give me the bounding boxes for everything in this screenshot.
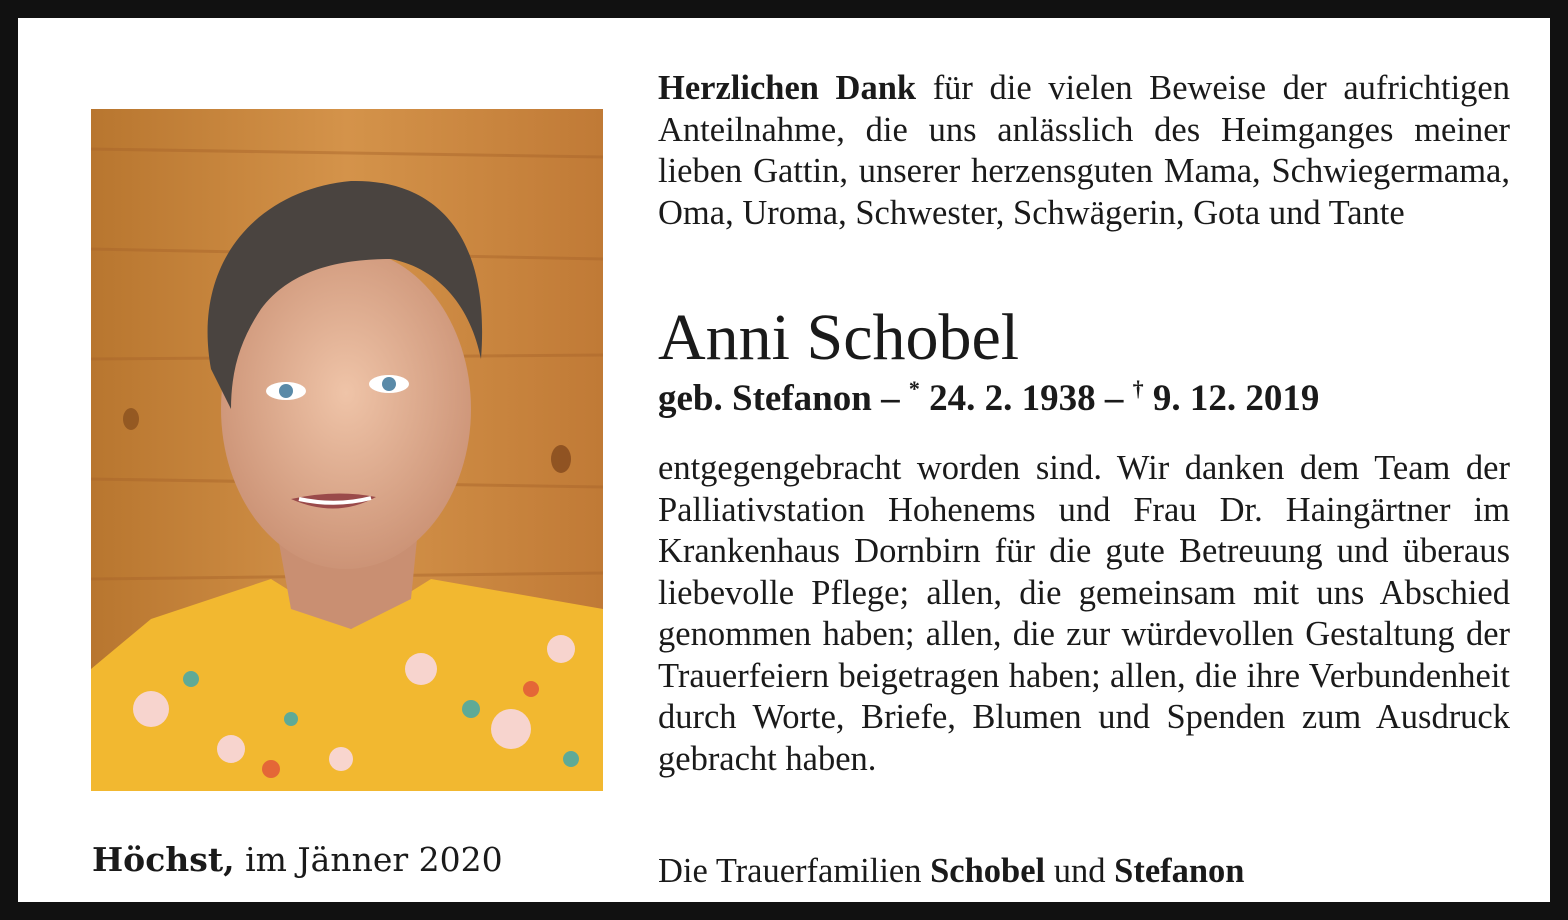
intro-paragraph — [658, 68, 1510, 234]
portrait-photo — [91, 109, 603, 791]
place-date — [92, 840, 503, 879]
place-date-text: im Jänner 2020 — [245, 840, 503, 879]
separator: – — [1095, 378, 1133, 419]
signoff-line — [658, 852, 1245, 891]
born-label: geb. Stefanon — [658, 378, 872, 419]
death-mark: † — [1132, 376, 1144, 401]
family-name-2: Stefanon — [1114, 852, 1245, 890]
birth-mark: * — [908, 376, 920, 401]
signoff-conjunction: und — [1045, 852, 1115, 890]
intro-text: für die vielen Beweise der aufrichtigen Anteilnahme, die uns anlässlich des Heimganges meiner lieben Gattin, unserer herzensguten Mama, Schwiegermama, Oma, Uroma, Schwester, Schwägerin, Gota und Tante — [658, 69, 1510, 232]
body-paragraph: entgegengebracht worden sind. Wir danken dem Team der Palliativstation Hohenems und Frau Dr. Haingärtner im Krankenhaus Dornbirn für die gute Betreuung und überaus liebevolle Pflege; allen, die gemeinsam mit uns Abschied genommen haben; allen, die zur würdevollen Gestaltung der Trauerfeiern beigetragen haben; allen, die ihre Verbundenheit durch Worte, Briefe, Blumen und Spenden zum Ausdruck gebracht haben. — [658, 449, 1510, 778]
intro-lead: Herzlichen Dank — [658, 69, 917, 107]
signoff-prefix: Die Trauerfamilien — [658, 852, 931, 890]
birth-date: 24. 2. 1938 — [919, 378, 1096, 419]
separator: – — [871, 378, 909, 419]
deceased-name: Anni Schobel — [658, 301, 1020, 374]
place-city: Höchst, — [92, 840, 235, 879]
lifespan-line — [658, 376, 1319, 420]
death-date: 9. 12. 2019 — [1143, 378, 1320, 419]
family-name-1: Schobel — [930, 852, 1046, 890]
